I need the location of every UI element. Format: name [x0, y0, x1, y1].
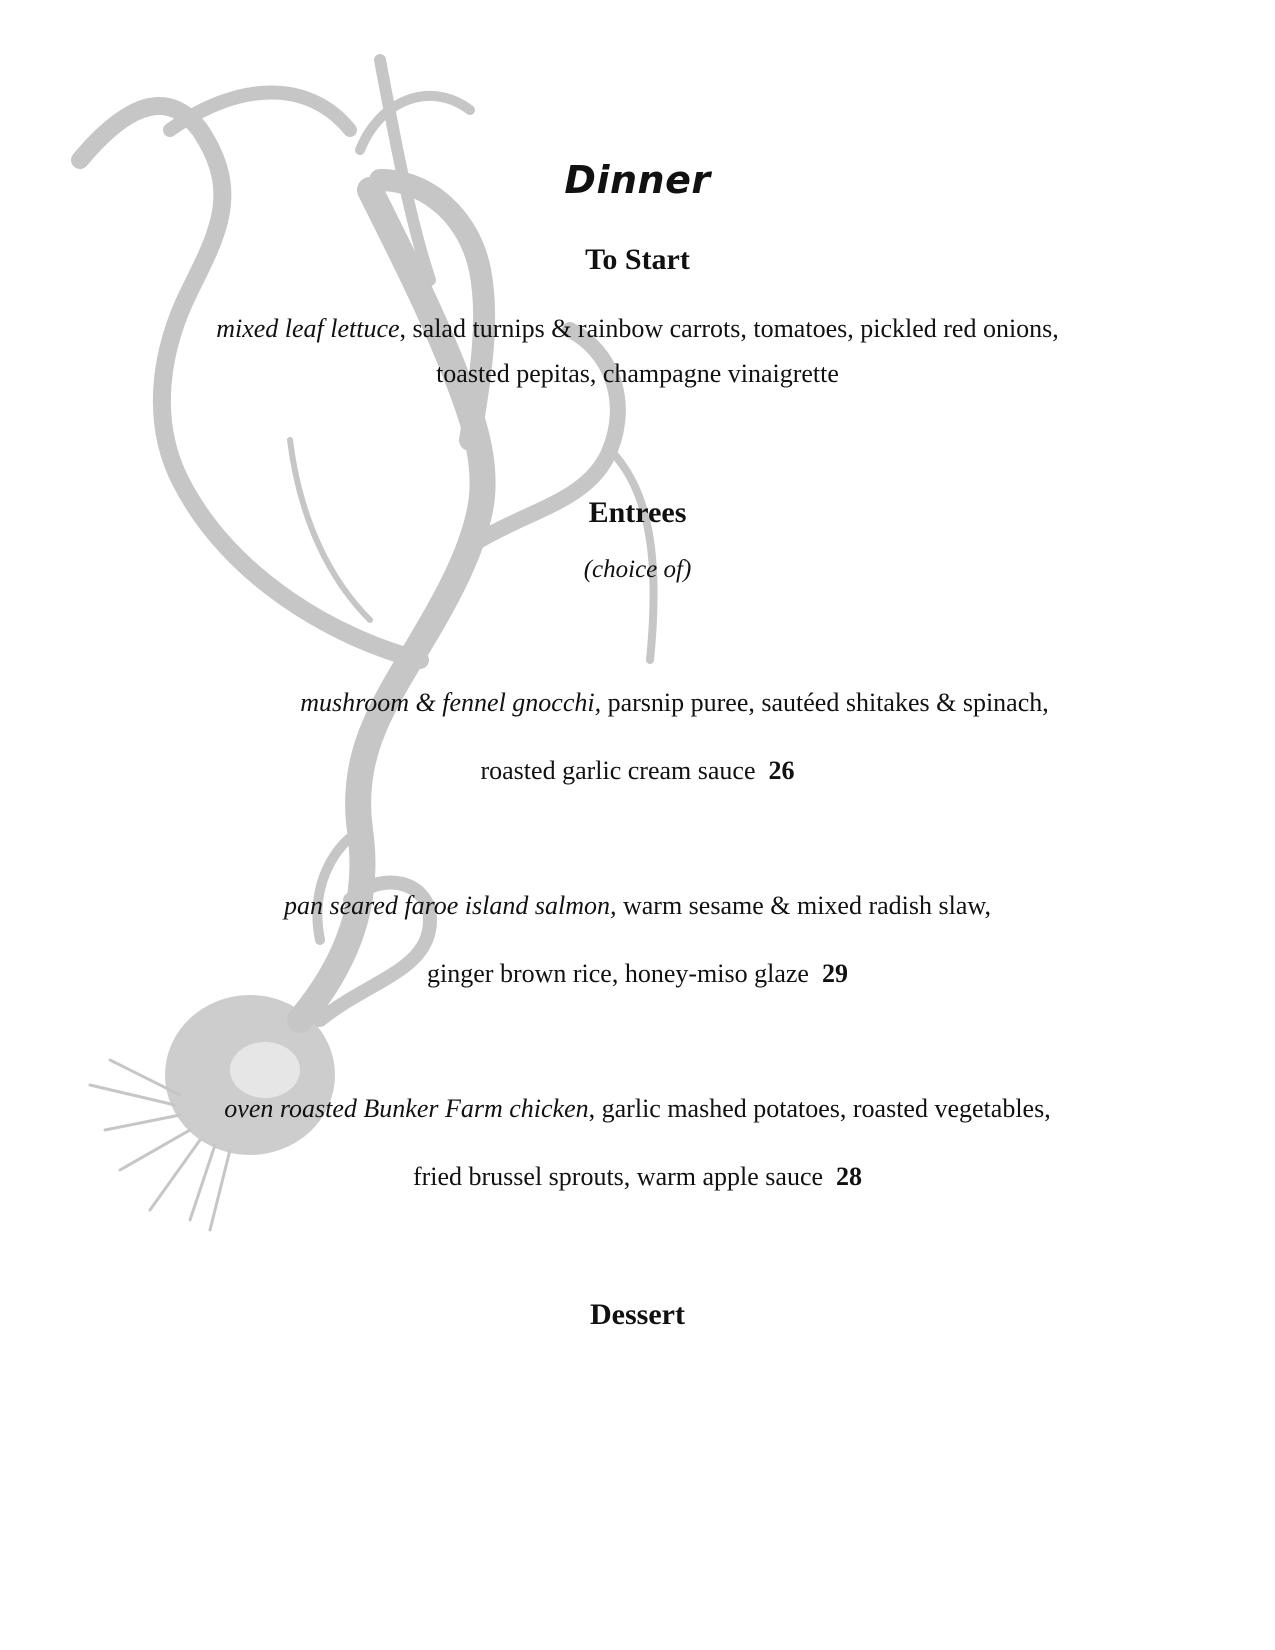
menu-item-line	[0, 891, 1275, 921]
menu-item-name: oven roasted Bunker Farm chicken	[224, 1094, 589, 1123]
menu-item-description: , salad turnips & rainbow carrots, tomatoes, pickled red onions,	[399, 314, 1059, 343]
menu-item-name: mushroom & fennel gnocchi,	[300, 688, 602, 717]
menu-item-description: , garlic mashed potatoes, roasted vegetables,	[588, 1094, 1051, 1123]
menu-item-description: roasted garlic cream sauce	[480, 756, 756, 785]
menu-item-description: fried brussel sprouts, warm apple sauce	[412, 1162, 824, 1191]
menu-item-line	[0, 756, 1275, 786]
menu-item-name: mixed leaf lettuce	[216, 314, 400, 343]
section-heading-to-start: To Start	[585, 243, 690, 276]
section-note: (choice of)	[583, 556, 692, 583]
menu-title: Dinner	[564, 158, 711, 202]
menu-item-description: warm sesame & mixed radish slaw,	[616, 891, 991, 920]
menu-item-name: pan seared faroe island salmon,	[284, 891, 617, 920]
section-heading-entrees: Entrees	[588, 496, 687, 529]
menu-item-description: parsnip puree, sautéed shitakes & spinach,	[601, 688, 1049, 717]
section-heading-dessert: Dessert	[590, 1298, 685, 1331]
menu-item-line	[0, 314, 1275, 344]
menu-item-price: 26	[768, 756, 795, 785]
menu-item-price: 28	[836, 1162, 863, 1191]
menu-item-line	[0, 1094, 1275, 1124]
menu-item-price: 29	[821, 959, 848, 988]
menu-item-line	[0, 959, 1275, 989]
menu-item-line	[0, 1162, 1275, 1192]
menu-item-description: ginger brown rice, honey-miso glaze	[427, 959, 809, 988]
menu-item-description: toasted pepitas, champagne vinaigrette	[436, 359, 839, 388]
menu-item-line	[37, 688, 1275, 718]
